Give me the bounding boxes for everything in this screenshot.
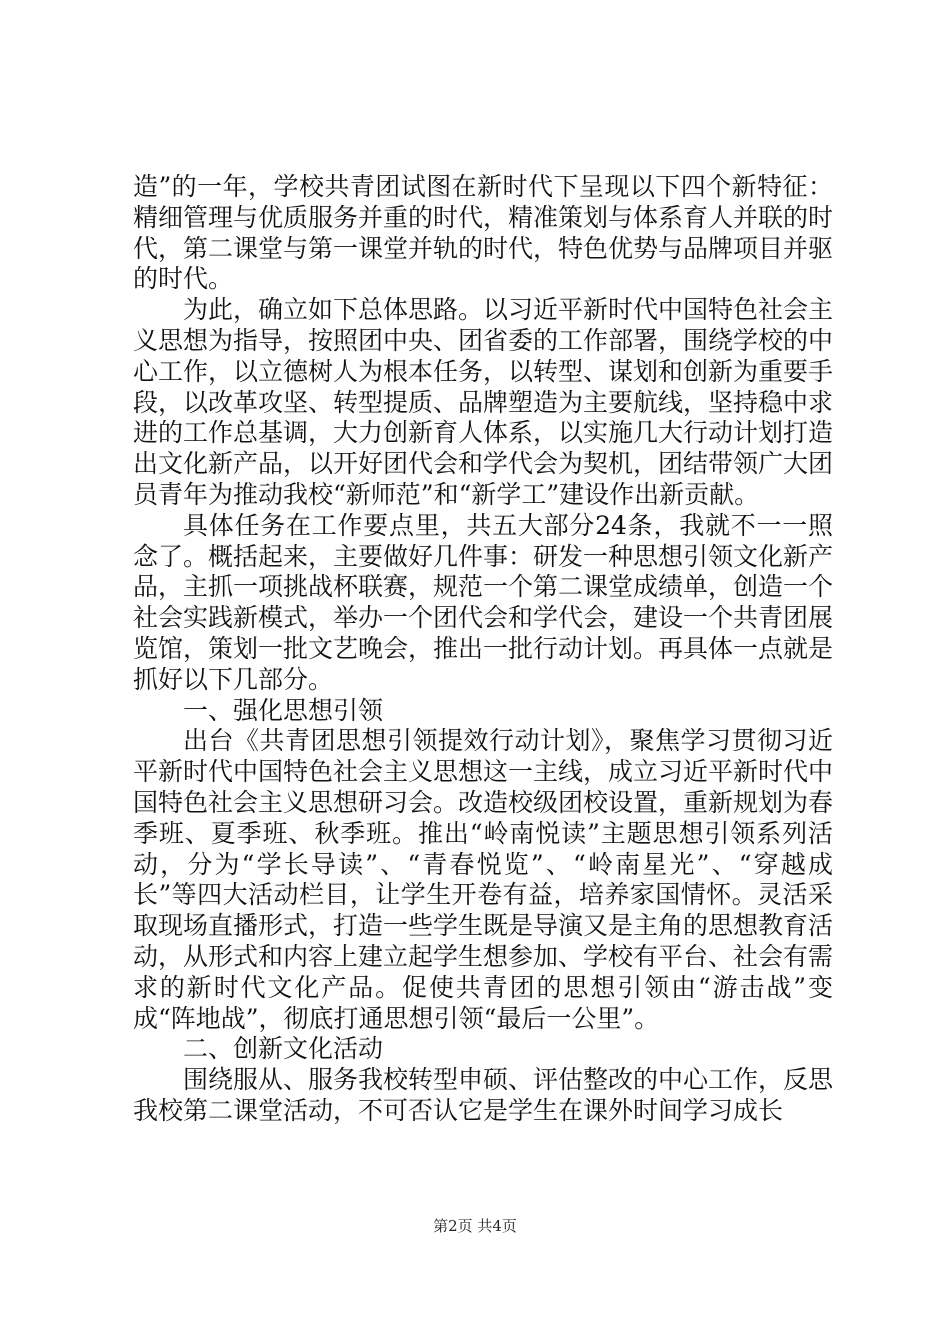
paragraph-specific-tasks: 具体任务在工作要点里，共五大部分24条，我就不一一照念了。概括起来，主要做好几件事：研发一种思想引领文化新产品，主抓一项挑战杯联赛，规范一个第二课堂成绩单，创造一个社会实践新模式，举办一个团代会和学代会，建设一个共青团展览馆，策划一批文艺晚会，推出一批行动计划。再具体一点就是抓好以下几部分。 — [133, 510, 834, 694]
document-body — [133, 172, 833, 1127]
page-number-footer: 第2页 共4页 — [433, 1217, 517, 1235]
section-heading-1: 一、强化思想引领 — [183, 695, 384, 725]
paragraph-continuation: 造”的一年，学校共青团试图在新时代下呈现以下四个新特征：精细管理与优质服务并重的时代，精准策划与体系育人并联的时代，第二课堂与第一课堂并轨的时代，特色优势与品牌项目并驱的时代。 — [133, 172, 834, 294]
section-heading-2: 二、创新文化活动 — [183, 1034, 384, 1064]
paragraph-section-2: 围绕服从、服务我校转型申硕、评估整改的中心工作，反思我校第二课堂活动，不可否认它是学生在课外时间学习成长 — [133, 1065, 834, 1125]
paragraph-section-1: 出台《共青团思想引领提效行动计划》，聚焦学习贯彻习近平新时代中国特色社会主义思想这一主线，成立习近平新时代中国特色社会主义思想研习会。改造校级团校设置，重新规划为春季班、夏季班、秋季班。推出“岭南悦读”主题思想引领系列活动，分为“学长导读”、“青春悦览”、“岭南星光”、“穿越成长”等四大活动栏目，让学生开卷有益，培养家国情怀。灵活采取现场直播形式，打造一些学生既是导演又是主角的思想教育活动，从形式和内容上建立起学生想参加、学校有平台、社会有需求的新时代文化产品。促使共青团的思想引领由“游击战”变成“阵地战”，彻底打通思想引领“最后一公里”。 — [133, 726, 834, 1033]
paragraph-overall-approach: 为此，确立如下总体思路。以习近平新时代中国特色社会主义思想为指导，按照团中央、团省委的工作部署，围绕学校的中心工作，以立德树人为根本任务，以转型、谋划和创新为重要手段，以改革攻坚、转型提质、品牌塑造为主要航线，坚持稳中求进的工作总基调，大力创新育人体系，以实施几大行动计划打造出文化新产品，以开好团代会和学代会为契机，团结带领广大团员青年为推动我校“新师范”和“新学工”建设作出新贡献。 — [133, 295, 834, 509]
